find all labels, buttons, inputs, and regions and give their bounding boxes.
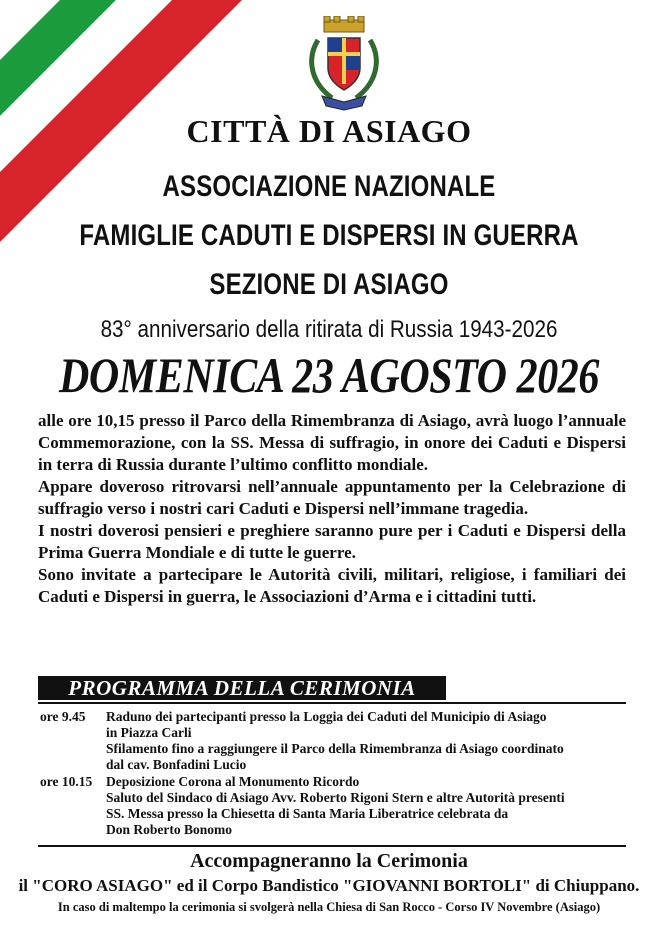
association-section: SEZIONE DI ASIAGO bbox=[209, 268, 449, 301]
program-item-line: Sfilamento fino a raggiungere il Parco della Rimembranza di Asiago coordinato bbox=[106, 741, 564, 756]
accompaniment-groups: il "CORO ASIAGO" ed il Corpo Bandistico "GIOVANNI BORTOLI" di Chiuppano. bbox=[18, 876, 640, 895]
program-item-time: ore 9.45 bbox=[40, 709, 86, 724]
program-item-line: in Piazza Carli bbox=[106, 725, 192, 740]
body-paragraph-3: I nostri doverosi pensieri e preghiere saranno pure per i Caduti e Dispersi della Prima Guerra Mondiale e di tutte le guerre. bbox=[38, 521, 626, 562]
footer-divider bbox=[38, 845, 626, 847]
program-item-line: Don Roberto Bonomo bbox=[106, 822, 233, 837]
body-paragraph-2: Appare doveroso ritrovarsi nell’annuale appuntamento per la Celebrazione di suffragio verso i nostri cari Caduti e Dispersi nell’immane tragedia. bbox=[38, 477, 626, 518]
association-name-line1: ASSOCIAZIONE NAZIONALE bbox=[162, 170, 496, 203]
program-item-details bbox=[106, 709, 646, 773]
program-item-line: dal cav. Bonfadini Lucio bbox=[106, 757, 247, 772]
program-item-line: Raduno dei partecipanti presso la Loggia dei Caduti del Municipio di Asiago bbox=[106, 709, 547, 724]
association-name-line2: FAMIGLIE CADUTI E DISPERSI IN GUERRA bbox=[79, 219, 579, 252]
bad-weather-notice: In caso di maltempo la cerimonia si svolgerà nella Chiesa di San Rocco - Corso IV Novembre (Asiago) bbox=[57, 900, 601, 914]
announcement-body bbox=[38, 410, 626, 608]
program-item-time: ore 10.15 bbox=[40, 774, 93, 789]
city-title: CITTÀ DI ASIAGO bbox=[186, 113, 472, 149]
city-crest-icon bbox=[304, 16, 384, 112]
body-paragraph-1: alle ore 10,15 presso il Parco della Rimembranza di Asiago, avrà luogo l’annuale Commemorazione, con la SS. Messa di suffragio, in onore dei Caduti e Dispersi in terra di Russia durante l’ultimo conflitto mondiale. bbox=[38, 411, 626, 474]
program-item-line: Saluto del Sindaco di Asiago Avv. Roberto Rigoni Stern e altre Autorità presenti bbox=[106, 790, 565, 805]
program-item-details bbox=[106, 774, 646, 838]
program-divider bbox=[38, 702, 626, 704]
anniversary-subtitle: 83° anniversario della ritirata di Russia 1943-2026 bbox=[100, 316, 558, 343]
body-paragraph-4: Sono invitate a partecipare le Autorità civili, militari, religiose, i familiari dei Caduti e Dispersi in guerra, le Associazioni d’Arma e i cittadini tutti. bbox=[38, 565, 626, 606]
program-title-banner: PROGRAMMA DELLA CERIMONIA bbox=[38, 676, 446, 700]
accompaniment-heading: Accompagneranno la Cerimonia bbox=[190, 850, 468, 872]
event-date: DOMENICA 23 AGOSTO 2026 bbox=[59, 347, 599, 403]
program-item-line: SS. Messa presso la Chiesetta di Santa Maria Liberatrice celebrata da bbox=[106, 806, 509, 821]
program-item-line: Deposizione Corona al Monumento Ricordo bbox=[106, 774, 360, 789]
